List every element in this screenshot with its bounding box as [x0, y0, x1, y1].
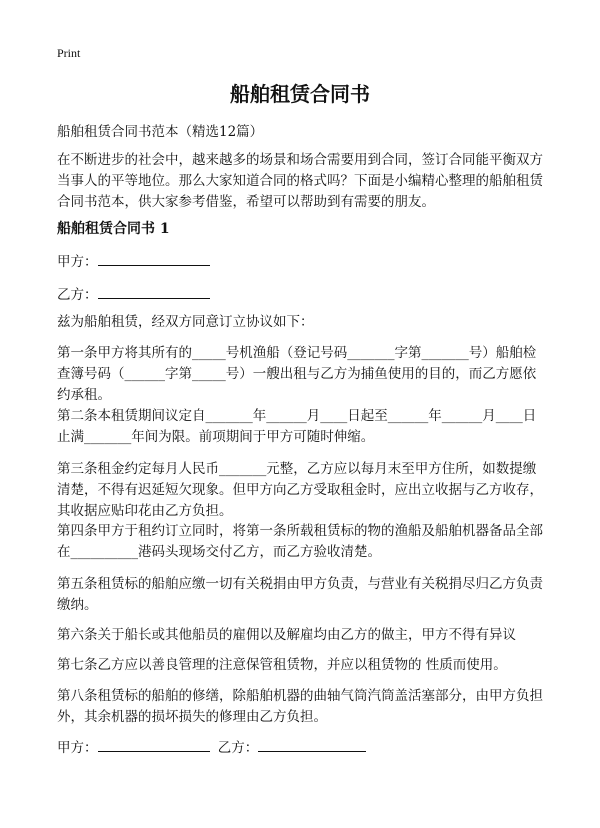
document-title: 船舶租赁合同书: [230, 82, 370, 106]
signature-party-a-label: 甲方：: [57, 740, 98, 756]
clause-1: 第一条甲方将其所有的_____号机渔船（登记号码_______字第_______号）船舶检查簿号码（______字第_____号）一艘出租与乙方为捕鱼使用的目的，而乙方愿依约承租。: [57, 345, 537, 403]
document-subtitle: 船舶租赁合同书范本（精选12篇）: [57, 124, 264, 140]
party-b-line: [57, 283, 210, 303]
party-b-blank: [98, 284, 210, 299]
clause-4: 第四条甲方于租约订立同时，将第一条所载租赁标的物的渔船及船舶机器备品全部在__________港码头现场交付乙方，而乙方验收清楚。: [57, 523, 543, 560]
clause-6: 第六条关于船长或其他船员的雇佣以及解雇均由乙方的做主，甲方不得有异议: [57, 627, 516, 643]
party-b-label: 乙方：: [57, 287, 98, 303]
party-a-line: [57, 250, 210, 270]
signature-party-b-label: 乙方：: [217, 740, 259, 756]
party-a-label: 甲方：: [57, 254, 98, 270]
signature-party-a-blank: [98, 737, 210, 752]
clause-7: 第七条乙方应以善良管理的注意保管租赁物，并应以租赁物的 性质而使用。: [57, 657, 507, 673]
signature-line: [57, 736, 366, 756]
clause-2: 第二条本租赁期间议定自_______年______月____日起至______年______月____日止满_______年间为限。前项期间于甲方可随时伸缩。: [57, 408, 537, 445]
preamble: 兹为船舶租赁，经双方同意订立协议如下：: [57, 314, 314, 330]
clause-8: 第八条租赁标的船舶的修缮，除船舶机器的曲轴气筒汽筒盖活塞部分，由甲方负担外，其余机器的损坏损失的修理由乙方负担。: [57, 688, 543, 725]
clause-5: 第五条租赁标的船舶应缴一切有关税捐由甲方负责，与营业有关税捐尽归乙方负责缴纳。: [57, 576, 543, 613]
intro-paragraph: 在不断进步的社会中，越来越多的场景和场合需要用到合同，签订合同能平衡双方当事人的平等地位。那么大家知道合同的格式吗？下面是小编精心整理的船舶租赁合同书范本，供大家参考借鉴，希望可以帮助到有需要的朋友。: [57, 152, 543, 210]
signature-party-b-blank: [258, 737, 366, 752]
section-title: 船舶租赁合同书 1: [57, 221, 170, 237]
clause-3: 第三条租金约定每月人民币_______元整，乙方应以每月末至甲方住所，如数提缴清楚，不得有迟延短欠现象。但甲方向乙方受取租金时，应出立收据与乙方收存，其收据应贴印花由乙方负担。: [57, 461, 543, 519]
print-label[interactable]: Print: [57, 46, 81, 60]
party-a-blank: [98, 251, 210, 266]
